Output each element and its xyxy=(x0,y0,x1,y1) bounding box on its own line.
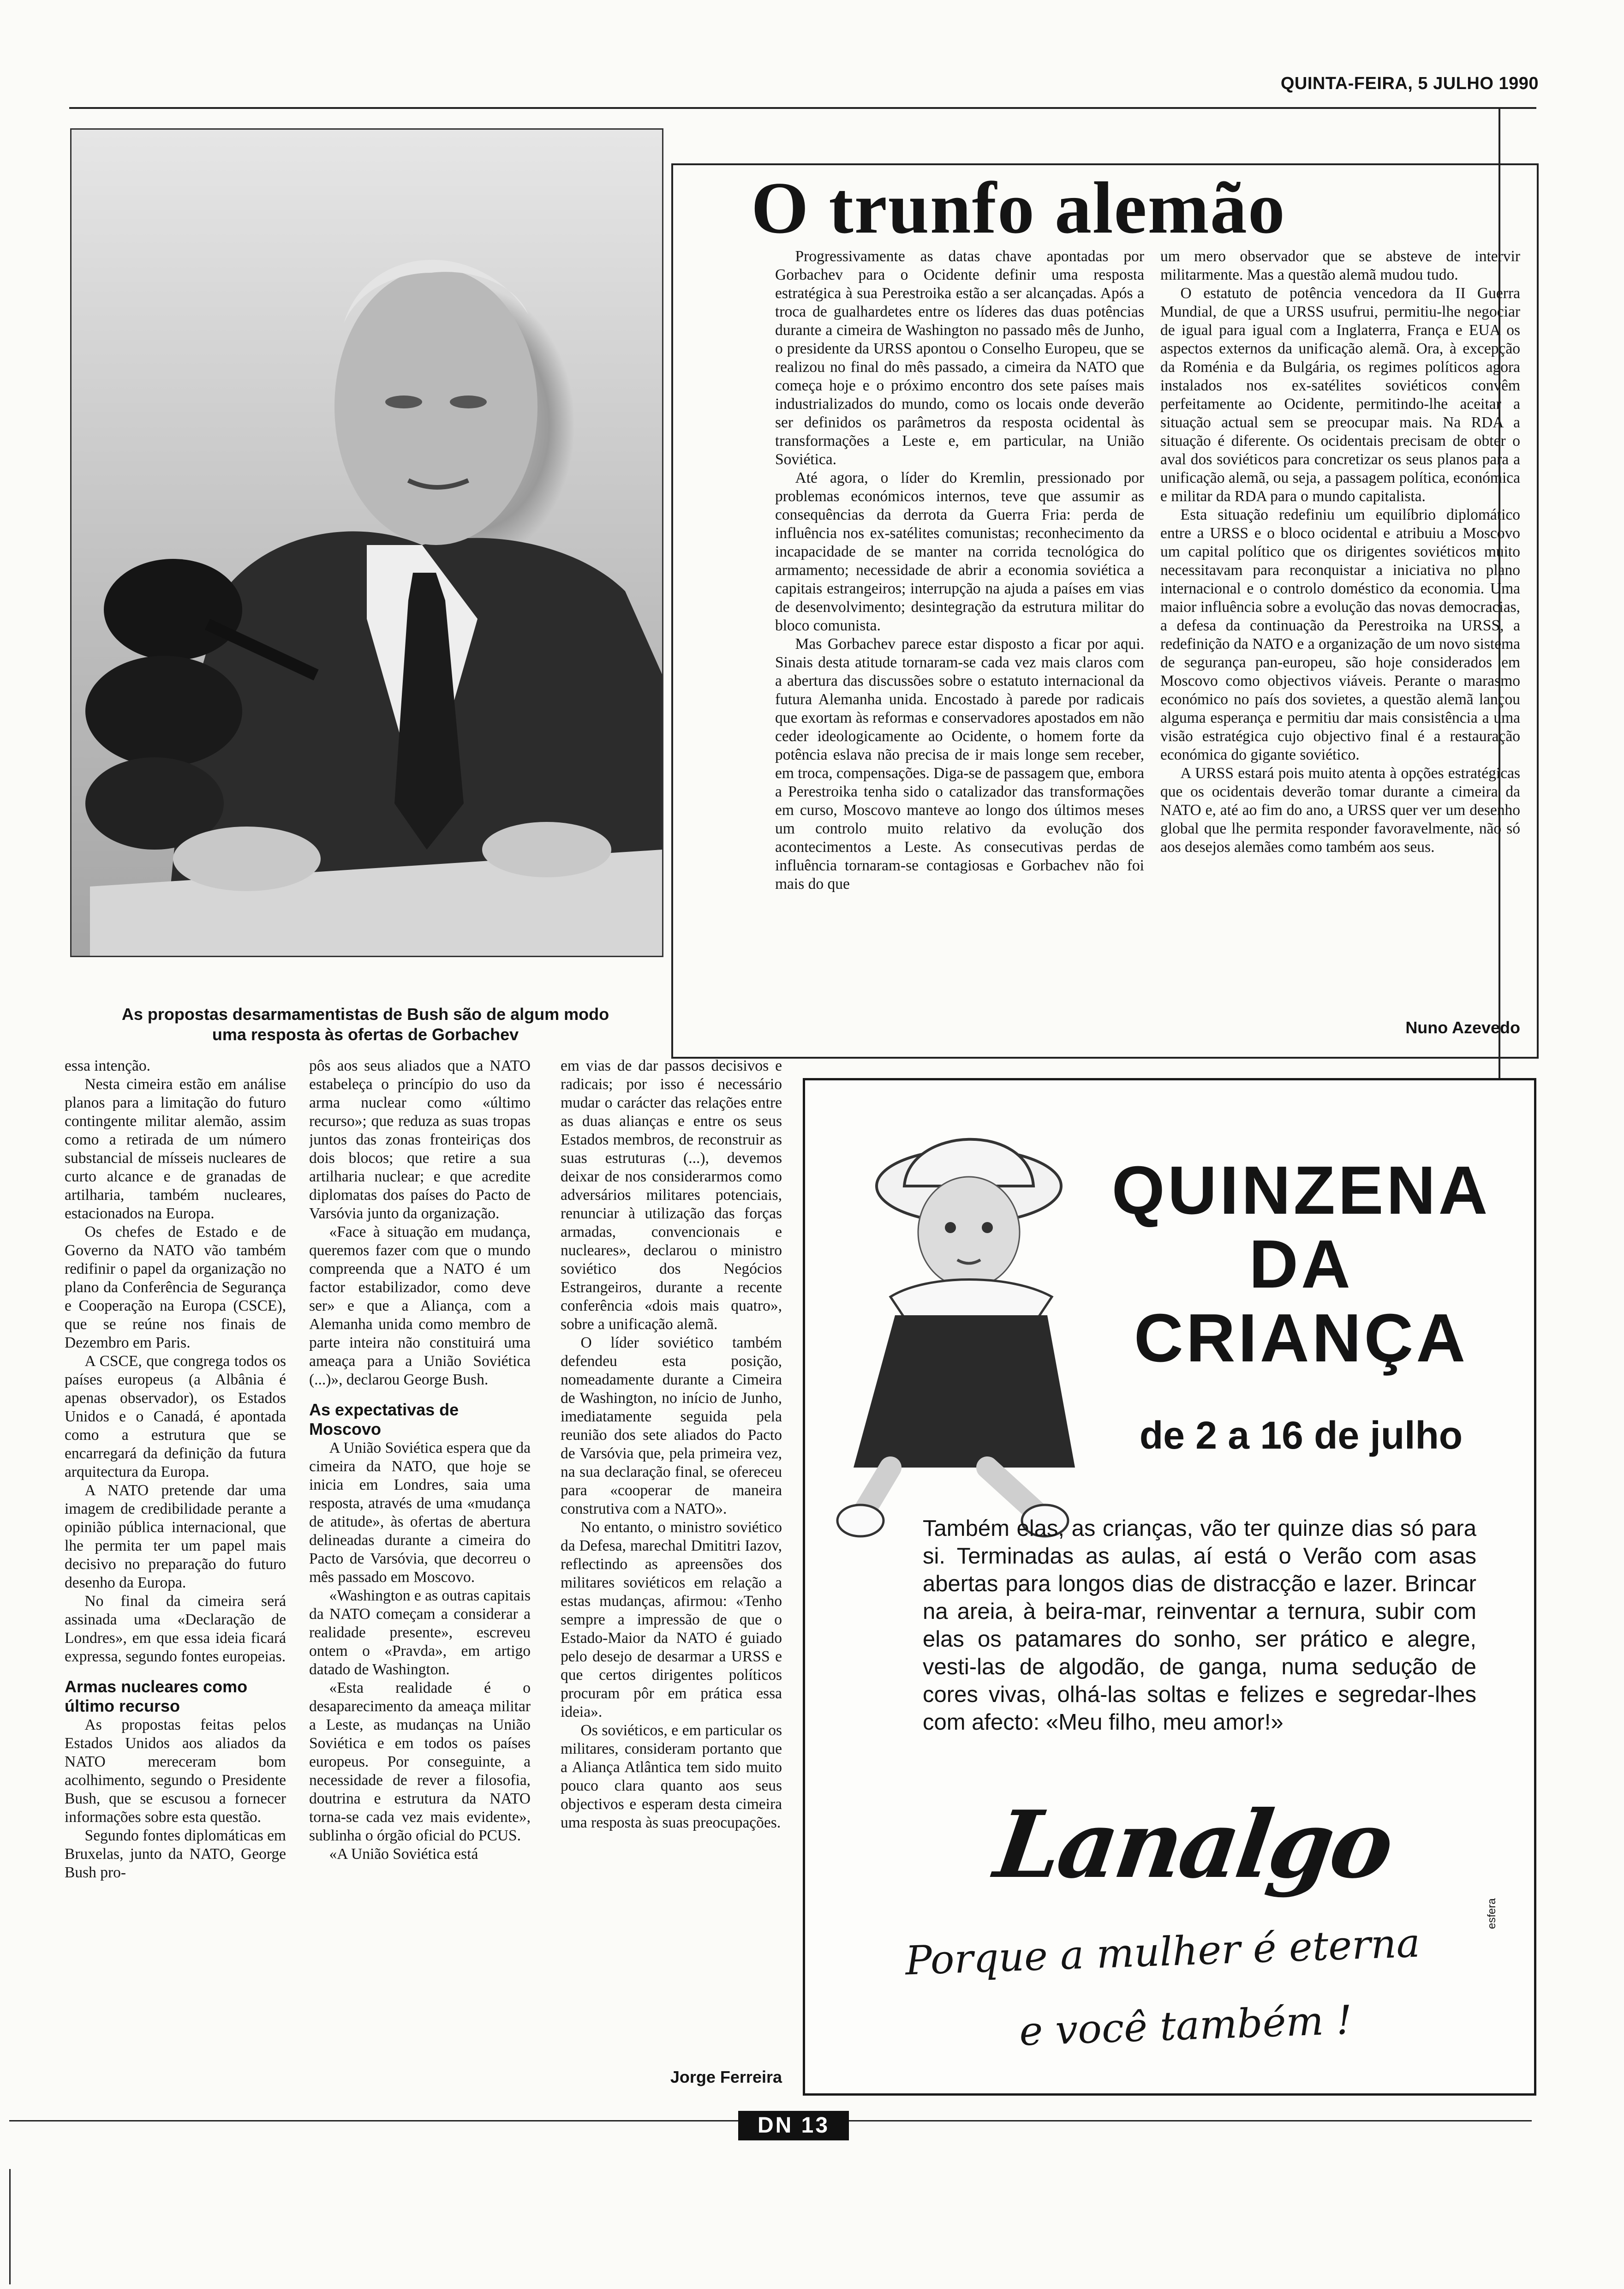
bush-photo xyxy=(70,128,663,957)
left-edge-rule xyxy=(9,2169,11,2284)
paragraph: A NATO pretende dar uma imagem de credibilidade perante a opinião pública internacional, que lhe permita ter um papel mais decisivo no preparação do futuro desenho da Europa. xyxy=(65,1482,286,1591)
paragraph: No final da cimeira será assinada uma «Declaração de Londres», em que essa ideia ficará expressa, segundo fontes europeias. xyxy=(65,1593,286,1665)
photo-caption-line1: As propostas desarmamentistas de Bush são de algum modo xyxy=(121,1005,609,1024)
paragraph: Os chefes de Estado e de Governo da NATO vão também redifinir o papel da organização no plano da Conferência de Segurança e Cooperação na Europa (CSCE), que se reúne nos finais de Dezembro em Paris. xyxy=(65,1223,286,1351)
article2-col2 xyxy=(309,1057,531,2104)
paragraph: Progressivamente as datas chave apontadas por Gorbachev para o Ocidente definir uma resposta estratégica à sua Perestroika estão a ser alcançadas. Após a troca de gualhardetes entre os líderes das duas potências durante a cimeira de Washington no passado mês de Junho, o presidente da URSS apontou o Conselho Europeu, que se realizou no final do mês passado, a cimeira da NATO que começa hoje e o próximo encontro dos sete países mais industrializados do mundo, como os locais onde deverão ser definidos os parâmetros da resposta ocidental às transformações a Leste e, em particular, na União Soviética. xyxy=(775,248,1144,468)
paragraph: «Esta realidade é o desaparecimento da ameaça militar a Leste, as mudanças na União Soviética e em todos os países europeus. Por conseguinte, a necessidade de rever a filosofia, doutrina e estrutura da NATO torna-se cada vez mais evidente», sublinha o órgão oficial do PCUS. xyxy=(309,1679,531,1844)
article1-title: O trunfo alemão xyxy=(751,167,1286,249)
paragraph: um mero observador que se absteve de intervir militarmente. Mas a questão alemã mudou tudo. xyxy=(1160,248,1520,283)
child-illustration xyxy=(835,1108,1084,1541)
article2-col3 xyxy=(561,1057,782,2044)
ad-slogan-line1: Porque a mulher é eterna xyxy=(904,1920,1421,1984)
ad-body: Também elas, as crianças, vão ter quinze dias só para si. Terminadas as aulas, aí está o Verão com asas abertas para longos dias de distracção e lazer. Brincar na areia, à beira-mar, reinventar a ternura, subir com elas os patamares do sonho, ser prático e alegre, vesti-las de algodão, de ganga, numa sedução de cores vivas, olhá-las soltas e felizes e segredar-lhes com afecto: «Meu filho, meu amor!» xyxy=(923,1516,1476,1735)
paragraph: essa intenção. xyxy=(65,1057,151,1074)
ad-brand-logo: Lanalgo xyxy=(989,1791,1397,1899)
photo-illustration xyxy=(72,130,662,956)
article2-col1 xyxy=(65,1057,286,2104)
article1-col1 xyxy=(775,247,1144,1032)
paragraph: Nesta cimeira estão em análise planos para a limitação do futuro contingente militar alemão, assim como a retirada de um número substancial de mísseis nucleares de curto alcance e de granadas de artilharia, também nucleares, estacionados na Europa. xyxy=(65,1076,286,1222)
paragraph: Esta situação redefiniu um equilíbrio diplomático entre a URSS e o bloco ocidental e atribuiu a Moscovo um capital político que os dirigentes soviéticos muito necessitavam para reconquistar a iniciativa no plano internacional e o controlo doméstico da economia. Uma maior influência sobre a evolução das novas democracias, a defesa da continuação da Perestroika na URSS, a redefinição da NATO e a organização de um novo sistema de segurança pan-europeu, são hoje considerados em Moscovo como objectivos viáveis. Perante o marasmo económico no país dos sovietes, a questão alemã lançou alguma esperança e permitiu dar mais consistência a uma visão estratégica cujo objectivo final é a restauração económica do gigante soviético. xyxy=(1160,506,1520,763)
article1-col2 xyxy=(1160,247,1520,1009)
ad-headline-3: CRIANÇA xyxy=(1134,1300,1469,1376)
ad-slogan-line2: e você também ! xyxy=(1018,1997,1353,2055)
child-icon xyxy=(835,1108,1084,1541)
paragraph: No entanto, o ministro soviético da Defesa, marechal Dmititri Iazov, reflectindo as apreensões dos militares soviéticos em relação a estas mudanças, afirmou: «Tenho sempre a impressão de que o Estado-Maior da NATO é guiado pelo desejo de desarmar a URSS e que certos dirigentes políticos procuram pôr em prática essa ideia». xyxy=(561,1519,782,1720)
subhead-armas-nucleares: Armas nucleares como último recurso xyxy=(65,1677,248,1715)
paragraph: «Washington e as outras capitais da NATO começam a considerar a realidade presente», escreveu ontem o «Pravda», em artigo datado de Washington. xyxy=(309,1587,531,1678)
paragraph: As propostas feitas pelos Estados Unidos aos aliados da NATO mereceram bom acolhimento, segundo o Presidente Bush, que se escusou a fornecer informações sobre esta questão. xyxy=(65,1716,286,1826)
paragraph: pôs aos seus aliados que a NATO estabeleça o princípio do uso da arma nuclear como «último recurso»; que reduza as suas tropas juntos das zonas fronteiriças dos dois blocos; que retire a sua artilharia nuclear; e que acredite diplomatas dos países do Pacto de Varsóvia junto da organização. xyxy=(309,1057,531,1222)
header-rule xyxy=(69,107,1536,109)
paragraph: Mas Gorbachev parece estar disposto a ficar por aqui. Sinais desta atitude tornaram-se cada vez mais claros com a abertura das discussões sobre o estatuto internacional da futura Alemanha unida. Encostado à parede por radicais que exortam às reformas e conservadores apostados em não ceder ideologicamente ao Ocidente, o homem forte da potência eslava não precisa de ir mais longe sem receber, em troca, compensações. Diga-se de passagem que, embora a Perestroika tenha sido o catalizador das transformações em curso, Moscovo manteve ao longo dos últimos meses um controlo muito relativo da evolução dos acontecimentos a Leste. As consecutivas perdas de influência tornaram-se contagiosas e Gorbachev não foi mais do que xyxy=(775,635,1144,893)
paragraph: Até agora, o líder do Kremlin, pressionado por problemas económicos internos, teve que assumir as consequências da derrota da Guerra Fria: perda de influência nos ex-satélites comunistas; reconhecimento da incapacidade de se manter na corrida tecnológica do armamento; necessidade de abrir a economia soviética a capitais estrangeiros; interrupção na ajuda a países em vias de desenvolvimento; desintegração da estrutura militar do bloco comunista. xyxy=(775,469,1144,634)
subhead-expectativas: As expectativas de Moscovo xyxy=(309,1400,459,1438)
page-mark: DN 13 xyxy=(738,2111,849,2140)
ad-headline-2: DA xyxy=(1249,1226,1353,1302)
ad-headline-1: QUINZENA xyxy=(1111,1152,1491,1228)
paragraph: O líder soviético também defendeu esta posição, nomeadamente durante a Cimeira de Washington, no início de Junho, imediatamente seguida pela reunião dos sete aliados do Pacto de Varsóvia que, pela primeira vez, na sua declaração final, se ofereceu para «cooperar de maneira construtiva com a NATO». xyxy=(561,1334,782,1517)
paragraph: A CSCE, que congrega todos os países europeus (a Albânia é apenas observador), os Estados Unidos e o Canadá, é apontada como a estrutura que se encarregará da definição da futura arquitectura da Europa. xyxy=(65,1353,286,1480)
photo-caption-line2: uma resposta às ofertas de Gorbachev xyxy=(212,1025,519,1044)
paragraph: O estatuto de potência vencedora da II Guerra Mundial, de que a URSS usufrui, permitiu-lhe negociar de igual para igual com a Inglaterra, França e EUA os aspectos externos da unificação alemã. Ora, à excepção da Roménia e da Bulgária, os regimes políticos agora instalados nos ex-satélites soviéticos convêm perfeitamente ao Ocidente, permitindo-lhe aceitar a situação actual sem se preocupar mais. Na RDA a situação é diferente. Os ocidentais precisam de obter o aval dos soviéticos para concretizar os seus planos para a unificação alemã, ou seja, a passagem política, económica e militar da RDA para o mundo capitalista. xyxy=(1160,285,1520,505)
article2-author: Jorge Ferreira xyxy=(670,2067,782,2086)
paragraph: em vias de dar passos decisivos e radicais; por isso é necessário mudar o carácter das relações entre as duas alianças e entre os seus Estados membros, de reconstruir as suas estruturas (...), devemos deixar de nos considerarmos como adversários militares potenciais, renunciar à utilização das forças armadas, convencionais e nucleares», declarou o ministro soviético dos Negócios Estrangeiros, durante a recente conferência «dois mais quatro», sobre a unificação alemã. xyxy=(561,1057,782,1333)
article1-author: Nuno Azevedo xyxy=(1405,1018,1520,1037)
paragraph: «Face à situação em mudança, queremos fazer com que o mundo compreenda que a NATO é um factor estabilizador, como deve ser» e que a Aliança, com a Alemanha unida como membro de parte inteira não constituirá uma ameaça para a União Soviética (...)», declarou George Bush. xyxy=(309,1223,531,1388)
ad-agency: esfera xyxy=(1486,1898,1498,1929)
dateline: QUINTA-FEIRA, 5 JULHO 1990 xyxy=(1280,74,1539,93)
paragraph: «A União Soviética está xyxy=(329,1846,478,1863)
paragraph: Segundo fontes diplomáticas em Bruxelas, junto da NATO, George Bush pro- xyxy=(65,1827,286,1881)
paragraph: Os soviéticos, e em particular os militares, consideram portanto que a Aliança Atlântica tem sido muito pouco clara quanto aos seus objectivos e esperam desta cimeira uma resposta às suas preocupações. xyxy=(561,1722,782,1831)
paragraph: A URSS estará pois muito atenta à opções estratégicas que os ocidentais deverão tomar durante a cimeira da NATO e, até ao fim do ano, a URSS quer ver um desenho global que lhe permita responder favoravelmente, não só aos desejos alemães como também aos seus. xyxy=(1160,765,1520,856)
photo-caption xyxy=(70,1004,661,1045)
paragraph: A União Soviética espera que da cimeira da NATO, que hoje se inicia em Londres, saia uma resposta, através de uma «mudança de atitude», às ofertas de abertura delineadas durante a cimeira do Pacto de Varsóvia, que decorreu o mês passado em Moscovo. xyxy=(309,1439,531,1586)
ad-dates: de 2 a 16 de julho xyxy=(1139,1414,1463,1457)
